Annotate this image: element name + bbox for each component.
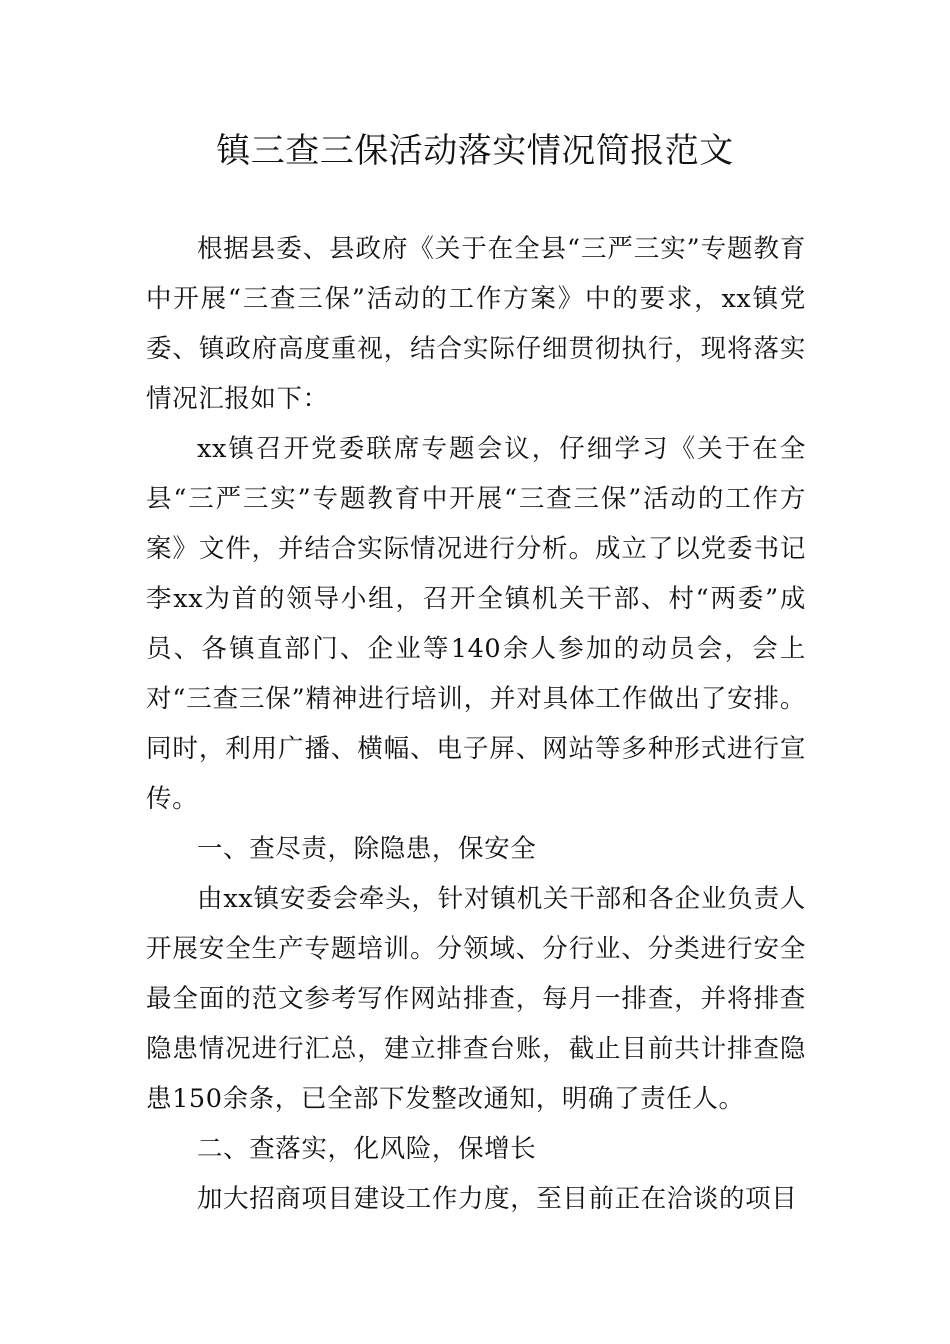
section-paragraph-1: 由xx镇安委会牵头，针对镇机关干部和各企业负责人开展安全生产专题培训。分领域、分行业、分类进行安全最全面的范文参考写作网站排查，每月一排查，并将排查隐患情况进行汇总，建立排查台账，截止目前共计排查隐患150余条，已全部下发整改通知，明确了责任人。 bbox=[146, 884, 806, 1114]
document-title: 镇三查三保活动落实情况简报范文 bbox=[216, 131, 734, 171]
section-heading-2: 二、查落实，化风险，保增长 bbox=[197, 1134, 537, 1164]
section-paragraph-2: 加大招商项目建设工作力度，至目前正在洽谈的项目 bbox=[197, 1184, 798, 1214]
meeting-paragraph: xx镇召开党委联席专题会议，仔细学习《关于在全县“三严三实”专题教育中开展“三查三保”活动的工作方案》文件，并结合实际情况进行分析。成立了以党委书记李xx为首的领导小组，召开全镇机关干部、村“两委”成员、各镇直部门、企业等140余人参加的动员会，会上对“三查三保”精神进行培训，并对具体工作做出了安排。同时，利用广播、横幅、电子屏、网站等多种形式进行宣传。 bbox=[146, 434, 806, 814]
intro-paragraph: 根据县委、县政府《关于在全县“三严三实”专题教育中开展“三查三保”活动的工作方案》中的要求，xx镇党委、镇政府高度重视，结合实际仔细贯彻执行，现将落实情况汇报如下： bbox=[146, 234, 806, 414]
section-heading-1: 一、查尽责，除隐患，保安全 bbox=[197, 834, 537, 864]
document-body bbox=[146, 224, 806, 1224]
